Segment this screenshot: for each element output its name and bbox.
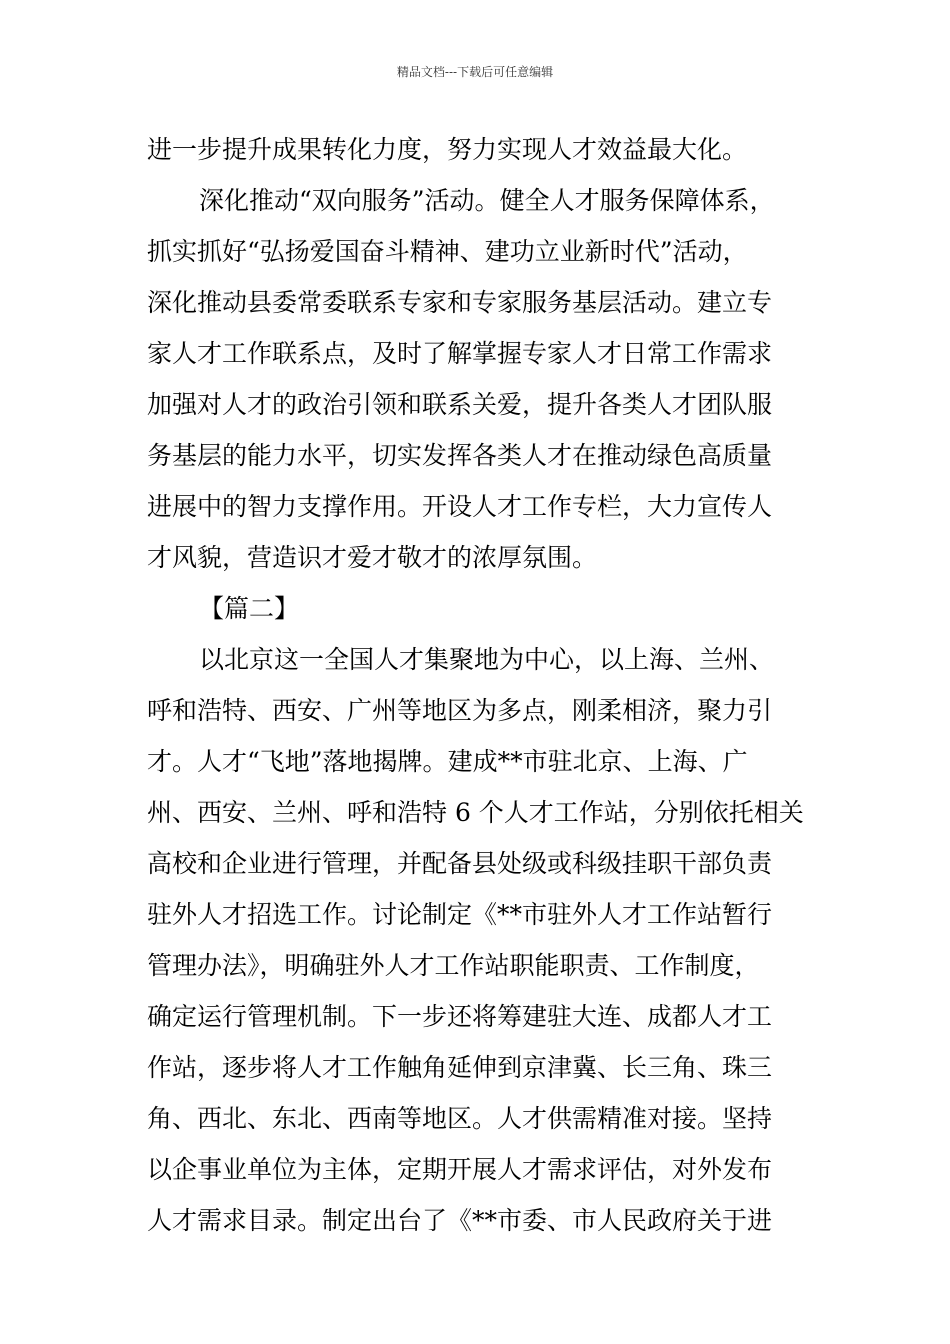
text-line: 务基层的能力水平，切实发挥各类人才在推动绿色高质量 [147, 441, 773, 470]
text-line: 管理办法》，明确驻外人才工作站职能职责、工作制度， [147, 951, 760, 980]
text-line: 角、西北、东北、西南等地区。人才供需精准对接。坚持 [147, 1104, 773, 1133]
text-line: 作站，逐步将人才工作触角延伸到京津冀、长三角、珠三 [147, 1053, 773, 1082]
document-body [147, 124, 817, 1246]
text-line: 确定运行管理机制。下一步还将筹建驻大连、成都人才工 [147, 1002, 773, 1031]
text-line: 加强对人才的政治引领和联系关爱，提升各类人才团队服 [147, 390, 773, 419]
text-line: 才。人才“飞地”落地揭牌。建成**市驻北京、上海、广 [147, 747, 748, 776]
text-line: 以企事业单位为主体，定期开展人才需求评估，对外发布 [147, 1155, 773, 1184]
text-line: 进一步提升成果转化力度，努力实现人才效益最大化。 [147, 135, 748, 164]
text-line: 进展中的智力支撑作用。开设人才工作专栏，大力宣传人 [147, 492, 773, 521]
page-header: 精品文档---下载后可任意编辑 [396, 65, 554, 79]
text-line: 深化推动“双向服务”活动。健全人才服务保障体系， [199, 186, 775, 215]
text-line: 高校和企业进行管理，并配备县处级或科级挂职干部负责 [147, 849, 773, 878]
text-line: 驻外人才招选工作。讨论制定《**市驻外人才工作站暂行 [147, 900, 773, 929]
text-line: 才风貌，营造识才爱才敬才的浓厚氛围。 [147, 543, 598, 572]
text-line: 深化推动县委常委联系专家和专家服务基层活动。建立专 [147, 288, 773, 317]
text-line: 人才需求目录。制定出台了《**市委、市人民政府关于进 [147, 1206, 773, 1235]
text-line: 【篇二】 [199, 594, 300, 623]
text-line: 抓实抓好“弘扬爱国奋斗精神、建功立业新时代”活动， [147, 237, 748, 266]
text-line: 州、西安、兰州、呼和浩特 6 个人才工作站，分别依托相关 [147, 798, 804, 827]
text-line: 以北京这一全国人才集聚地为中心，以上海、兰州、 [199, 645, 775, 674]
text-line: 呼和浩特、西安、广州等地区为多点，刚柔相济，聚力引 [147, 696, 773, 725]
text-line: 家人才工作联系点，及时了解掌握专家人才日常工作需求 [147, 339, 773, 368]
